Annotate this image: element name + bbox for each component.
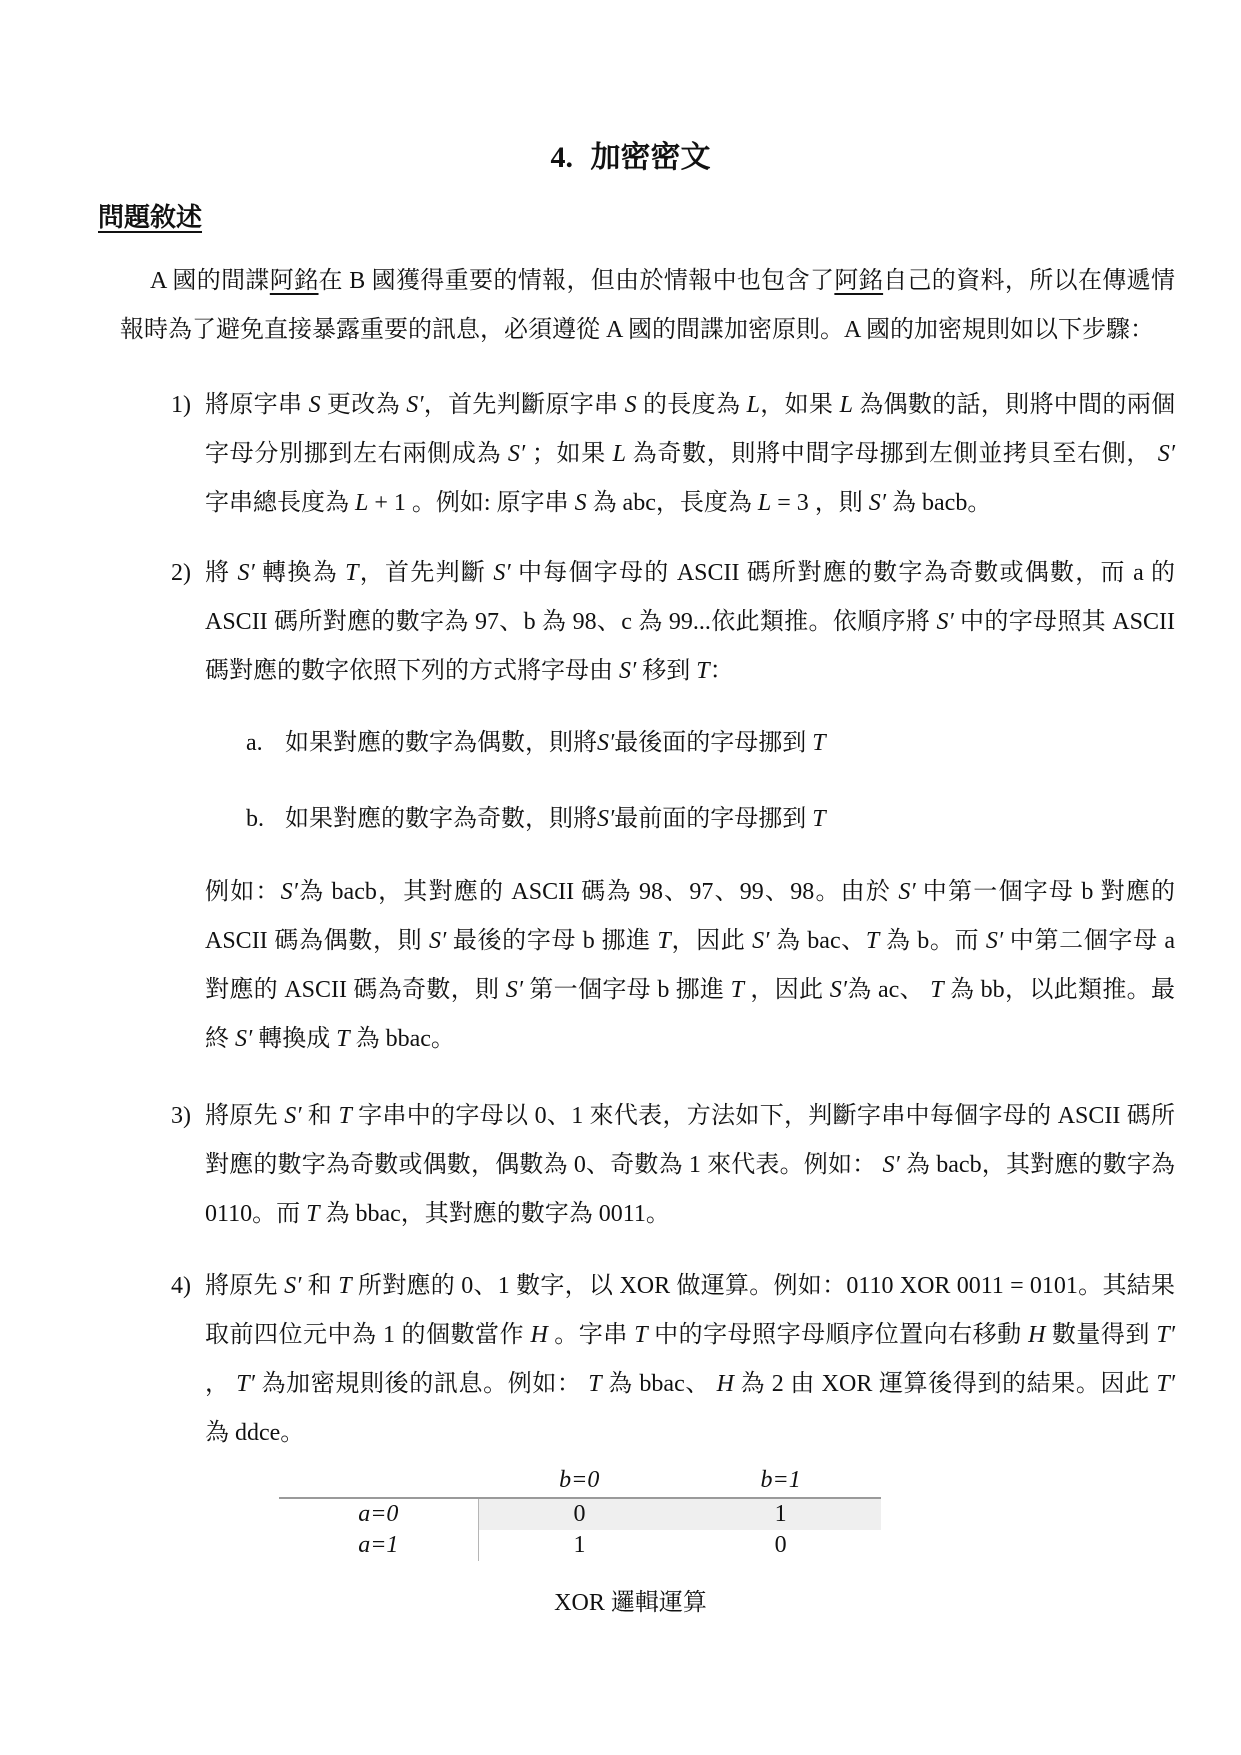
step-2-text: 將 S′ 轉換為 T，首先判斷 S′ 中每個字母的 ASCII 碼所對應的數字為奇數或偶數，而 a 的 ASCII 碼所對應的數字為 97、b 為 98、c 為 99...依此類推。依順序將 S′ 中的字母照其 ASCII 碼對應的數字依照下列的方式將字母由 S′ 移到 T：	[205, 560, 1176, 684]
subitem-a-label: a.	[246, 730, 263, 756]
step-2	[171, 549, 1176, 696]
xor-row-a1-label: a=1	[358, 1532, 399, 1558]
section-heading	[98, 200, 1175, 236]
intro-paragraph	[120, 257, 1175, 355]
xor-table-row-a1	[279, 1530, 881, 1561]
xor-table-header-row	[279, 1463, 881, 1498]
page-title: 4. 加密密文	[550, 141, 711, 174]
xor-row-a0-label: a=0	[358, 1501, 399, 1527]
intro-segment: 在 B 國獲得重要的情報，但由於情報中也包含了	[318, 268, 835, 294]
intro-segment-underlined: 阿銘	[834, 268, 884, 294]
step-3	[171, 1092, 1176, 1239]
step-2-number: 2)	[171, 560, 191, 586]
subitem-b-label: b.	[246, 806, 264, 832]
step-1-text: 將原字串 S 更改為 S′，首先判斷原字串 S 的長度為 L，如果 L 為偶數的話，則將中間的兩個字母分別挪到左右兩側成為 S′ ；如果 L 為奇數，則將中間字母挪到左側並拷貝至右側， S′ 字串總長度為 L + 1 。例如: 原字串 S 為 abc，長度為 L = 3 ，則 S′ 為 bacb。	[205, 392, 1176, 516]
xor-table-caption: XOR 邏輯運算	[554, 1590, 707, 1616]
step-2-example-paragraph: 例如：S′為 bacb，其對應的 ASCII 碼為 98、97、99、98。由於 S′ 中第一個字母 b 對應的 ASCII 碼為偶數，則 S′ 最後的字母 b 挪進 T，因此 S′ 為 bac、T 為 b。而 S′ 中第二個字母 a 對應的 ASCII 碼為奇數，則 S′ 第一個字母 b 挪進 T ，因此 S′為 ac、 T 為 bb，以此類推。最終 S′ 轉換成 T 為 bbac。	[205, 879, 1176, 1052]
step-3-text: 將原先 S′ 和 T 字串中的字母以 0、1 來代表，方法如下，判斷字串中每個字母的 ASCII 碼所對應的數字為奇數或偶數，偶數為 0、奇數為 1 來代表。例如： S′ 為 bacb，其對應的數字為 0110。而 T 為 bbac，其對應的數字為 0011。	[205, 1103, 1176, 1227]
xor-table-corner-cell	[279, 1463, 478, 1498]
step-3-number: 3)	[171, 1103, 191, 1129]
section-heading-text: 問題敘述	[98, 203, 203, 232]
xor-table-header-b1: b=1	[680, 1463, 881, 1498]
intro-segment: A 國的間諜	[150, 268, 270, 294]
xor-table-header-b0: b=0	[478, 1463, 680, 1498]
step-4-number: 4)	[171, 1273, 191, 1299]
xor-cell-a1-b0: 1	[478, 1530, 680, 1561]
subitem-a-text: 如果對應的數字為偶數，則將S′最後面的字母挪到 T	[285, 730, 826, 756]
step-2-subitem-a	[246, 719, 1175, 768]
intro-segment-underlined: 阿銘	[269, 268, 319, 294]
xor-cell-a1-b1: 0	[774, 1532, 787, 1558]
step-4-text: 將原先 S′ 和 T 所對應的 0、1 數字，以 XOR 做運算。例如：0110 XOR 0011 = 0101。其結果取前四位元中為 1 的個數當作 H 。字串 T 中的字母照字母順序位置向右移動 H 數量得到 T′ ， T′ 為加密規則後的訊息。例如： T 為 bbac、 H 為 2 由 XOR 運算後得到的結果。因此 T′ 為 ddce。	[205, 1273, 1176, 1446]
subitem-b-text: 如果對應的數字為奇數，則將S′最前面的字母挪到 T	[285, 806, 826, 832]
intro-segment: 自己的資料，所以在傳遞情報時為了避免直接暴露重要的訊息，必須遵從 A 國的間諜加密原則。A 國的加密規則如以下步驟：	[120, 268, 1176, 343]
step-1-number: 1)	[171, 392, 191, 418]
xor-truth-table	[279, 1463, 881, 1561]
xor-cell-a0-b1: 1	[680, 1498, 881, 1530]
step-1	[171, 381, 1176, 528]
step-4	[171, 1262, 1176, 1458]
step-2-subitem-b	[246, 795, 1175, 844]
xor-cell-a0-b0: 0	[478, 1498, 680, 1530]
xor-table-row-a0	[279, 1498, 881, 1530]
